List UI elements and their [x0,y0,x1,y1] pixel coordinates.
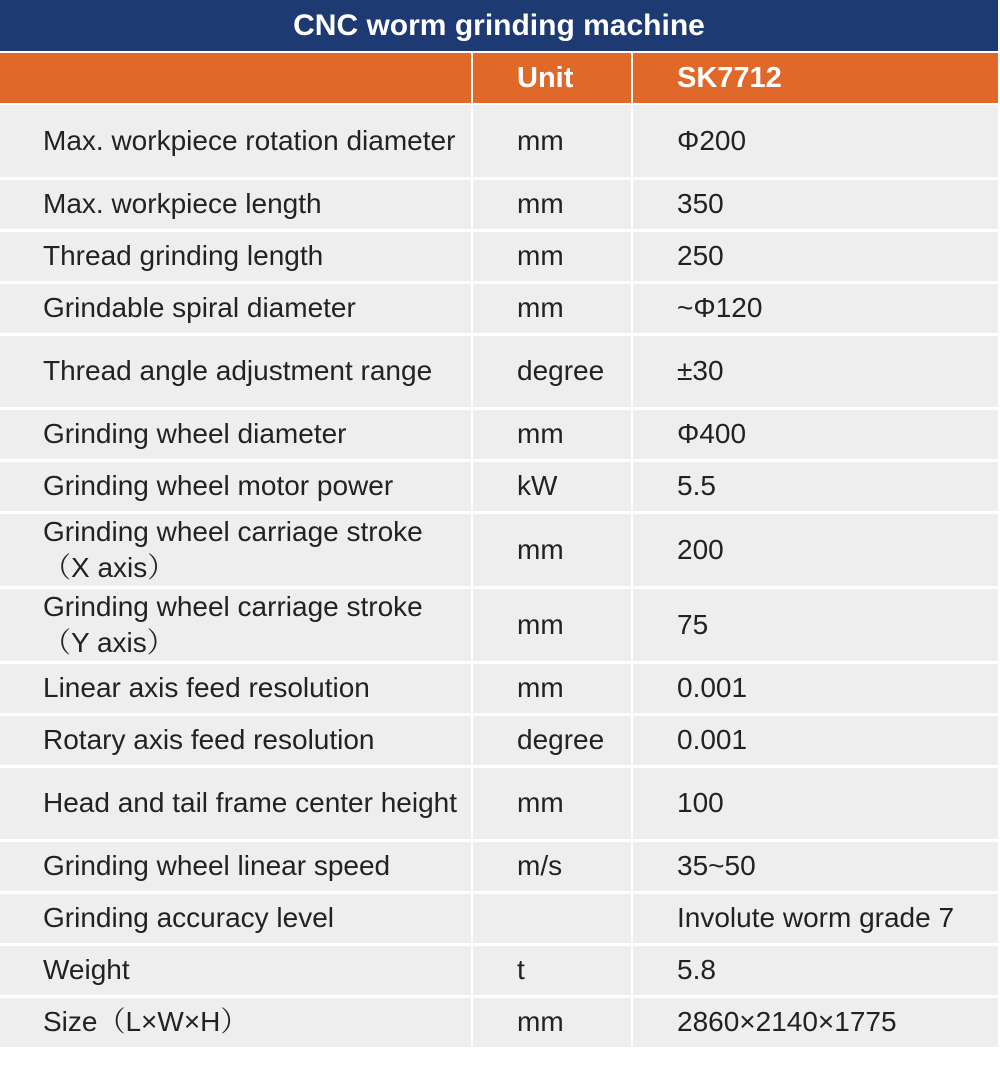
header-unit: Unit [472,52,632,104]
table-row [0,178,998,230]
value-cell: Involute worm grade 7 [632,892,998,944]
param-cell: Grindable spiral diameter [0,282,472,334]
value-cell: 0.001 [632,662,998,714]
table-row [0,334,998,408]
param-cell: Max. workpiece length [0,178,472,230]
param-cell: Grinding wheel carriage stroke（Y axis） [0,587,472,662]
unit-cell: mm [472,587,632,662]
unit-cell: mm [472,662,632,714]
value-cell: 350 [632,178,998,230]
param-cell: Max. workpiece rotation diameter [0,104,472,178]
unit-cell: degree [472,714,632,766]
table-title: CNC worm grinding machine [0,0,998,52]
table-row [0,944,998,996]
unit-cell: mm [472,104,632,178]
value-cell: ±30 [632,334,998,408]
value-cell: 75 [632,587,998,662]
unit-cell: mm [472,282,632,334]
table-row [0,460,998,512]
param-cell: Weight [0,944,472,996]
param-cell: Grinding accuracy level [0,892,472,944]
value-cell: 0.001 [632,714,998,766]
header-row [0,52,998,104]
value-cell: 5.8 [632,944,998,996]
value-cell: Φ400 [632,408,998,460]
title-row [0,0,998,52]
unit-cell: mm [472,766,632,840]
value-cell: ~Φ120 [632,282,998,334]
value-cell: 2860×2140×1775 [632,996,998,1048]
table-row [0,408,998,460]
table-row [0,512,998,587]
header-model: SK7712 [632,52,998,104]
value-cell: 35~50 [632,840,998,892]
table-row [0,662,998,714]
param-cell: Grinding wheel diameter [0,408,472,460]
header-param [0,52,472,104]
value-cell: 250 [632,230,998,282]
unit-cell: kW [472,460,632,512]
param-cell: Rotary axis feed resolution [0,714,472,766]
unit-cell: t [472,944,632,996]
param-cell: Thread grinding length [0,230,472,282]
table-row [0,282,998,334]
param-cell: Grinding wheel linear speed [0,840,472,892]
param-cell: Head and tail frame center height [0,766,472,840]
param-cell: Thread angle adjustment range [0,334,472,408]
param-cell: Grinding wheel carriage stroke（X axis） [0,512,472,587]
value-cell: 5.5 [632,460,998,512]
param-cell: Size（L×W×H） [0,996,472,1048]
table-row [0,892,998,944]
value-cell: 100 [632,766,998,840]
unit-cell: mm [472,996,632,1048]
table-row [0,714,998,766]
unit-cell: mm [472,230,632,282]
unit-cell: mm [472,178,632,230]
table-row [0,104,998,178]
table-row [0,840,998,892]
table-row [0,230,998,282]
table-row [0,587,998,662]
value-cell: 200 [632,512,998,587]
param-cell: Grinding wheel motor power [0,460,472,512]
unit-cell: degree [472,334,632,408]
unit-cell [472,892,632,944]
unit-cell: mm [472,512,632,587]
table-row [0,766,998,840]
value-cell: Φ200 [632,104,998,178]
param-cell: Linear axis feed resolution [0,662,472,714]
table-row [0,996,998,1048]
unit-cell: mm [472,408,632,460]
unit-cell: m/s [472,840,632,892]
